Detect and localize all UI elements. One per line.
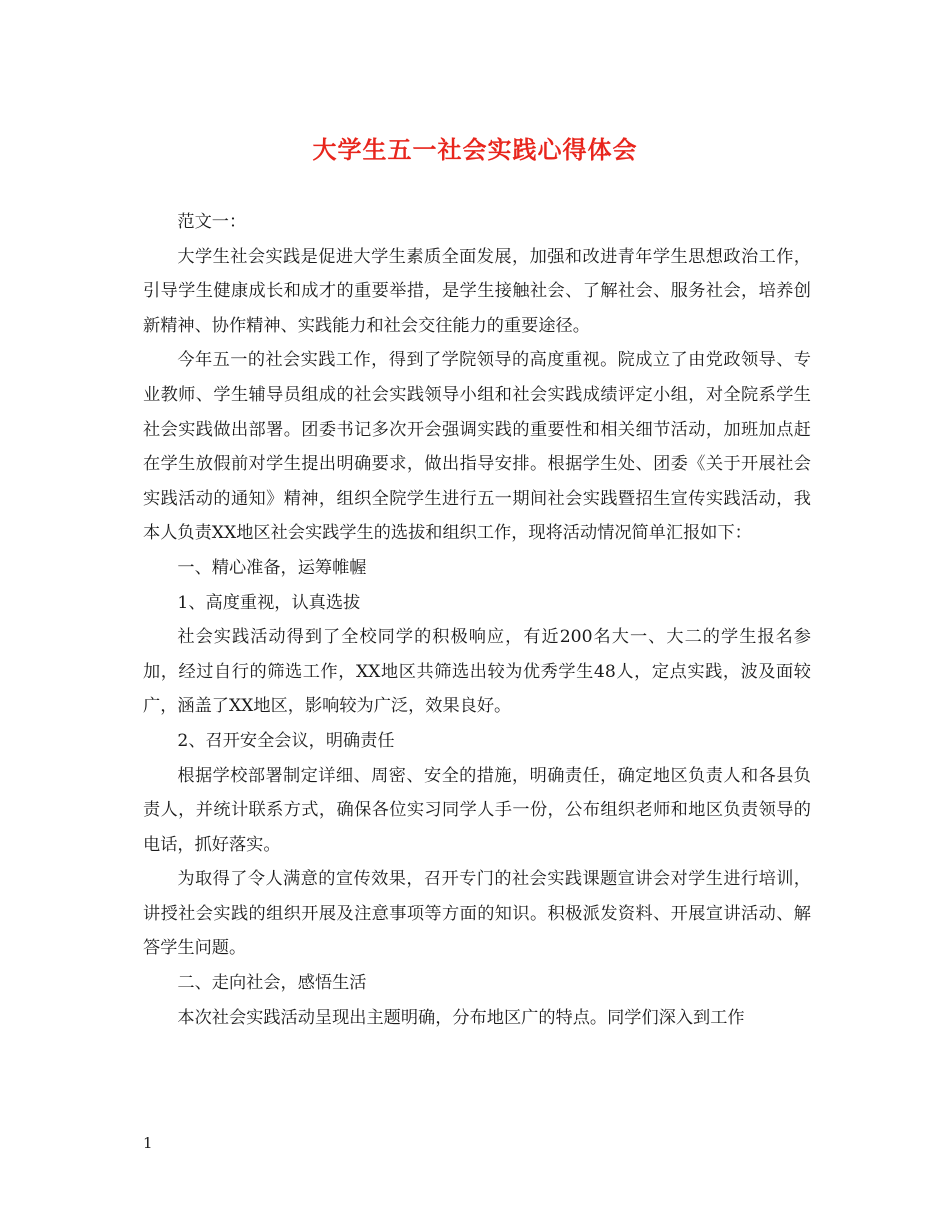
page-number: 1 xyxy=(143,1134,153,1152)
document-title: 大学生五一社会实践心得体会 xyxy=(312,135,638,164)
paragraph: 社会实践活动得到了全校同学的积极响应，有近200名大一、大二的学生报名参加，经过自行的筛选工作，XX地区共筛选出较为优秀学生48人，定点实践，波及面较广，涵盖了XX地区，影响较为广泛，效果良好。 xyxy=(143,627,811,717)
subsection-heading: 1、高度重视，认真选拔 xyxy=(177,592,361,613)
section-heading: 一、精心准备，运筹帷幄 xyxy=(177,557,367,578)
paragraph: 为取得了令人满意的宣传效果，召开专门的社会实践课题宣讲会对学生进行培训，讲授社会实践的组织开展及注意事项等方面的知识。积极派发资料、开展宣讲活动、解答学生问题。 xyxy=(143,869,811,959)
document-body xyxy=(143,205,811,1035)
paragraph: 根据学校部署制定详细、周密、安全的措施，明确责任，确定地区负责人和各县负责人，并统计联系方式，确保各位实习同学人手一份，公布组织老师和地区负责领导的电话，抓好落实。 xyxy=(143,765,811,855)
section-heading: 二、走向社会，感悟生活 xyxy=(177,973,367,994)
paragraph: 今年五一的社会实践工作，得到了学院领导的高度重视。院成立了由党政领导、专业教师、学生辅导员组成的社会实践领导小组和社会实践成绩评定小组，对全院系学生社会实践做出部署。团委书记多次开会强调实践的重要性和相关细节活动，加班加点赶在学生放假前对学生提出明确要求，做出指导安排。根据学生处、团委《关于开展社会实践活动的通知》精神，组织全院学生进行五一期间社会实践暨招生宣传实践活动，我本人负责XX地区社会实践学生的选拔和组织工作，现将活动情况简单汇报如下： xyxy=(143,350,811,544)
paragraph: 大学生社会实践是促进大学生素质全面发展，加强和改进青年学生思想政治工作，引导学生健康成长和成才的重要举措，是学生接触社会、了解社会、服务社会，培养创新精神、协作精神、实践能力和社会交往能力的重要途径。 xyxy=(143,246,811,336)
subsection-heading: 2、召开安全会议，明确责任 xyxy=(177,730,395,751)
paragraph-sample-label: 范文一： xyxy=(177,212,247,232)
paragraph: 本次社会实践活动呈现出主题明确，分布地区广的特点。同学们深入到工作 xyxy=(177,1007,745,1028)
